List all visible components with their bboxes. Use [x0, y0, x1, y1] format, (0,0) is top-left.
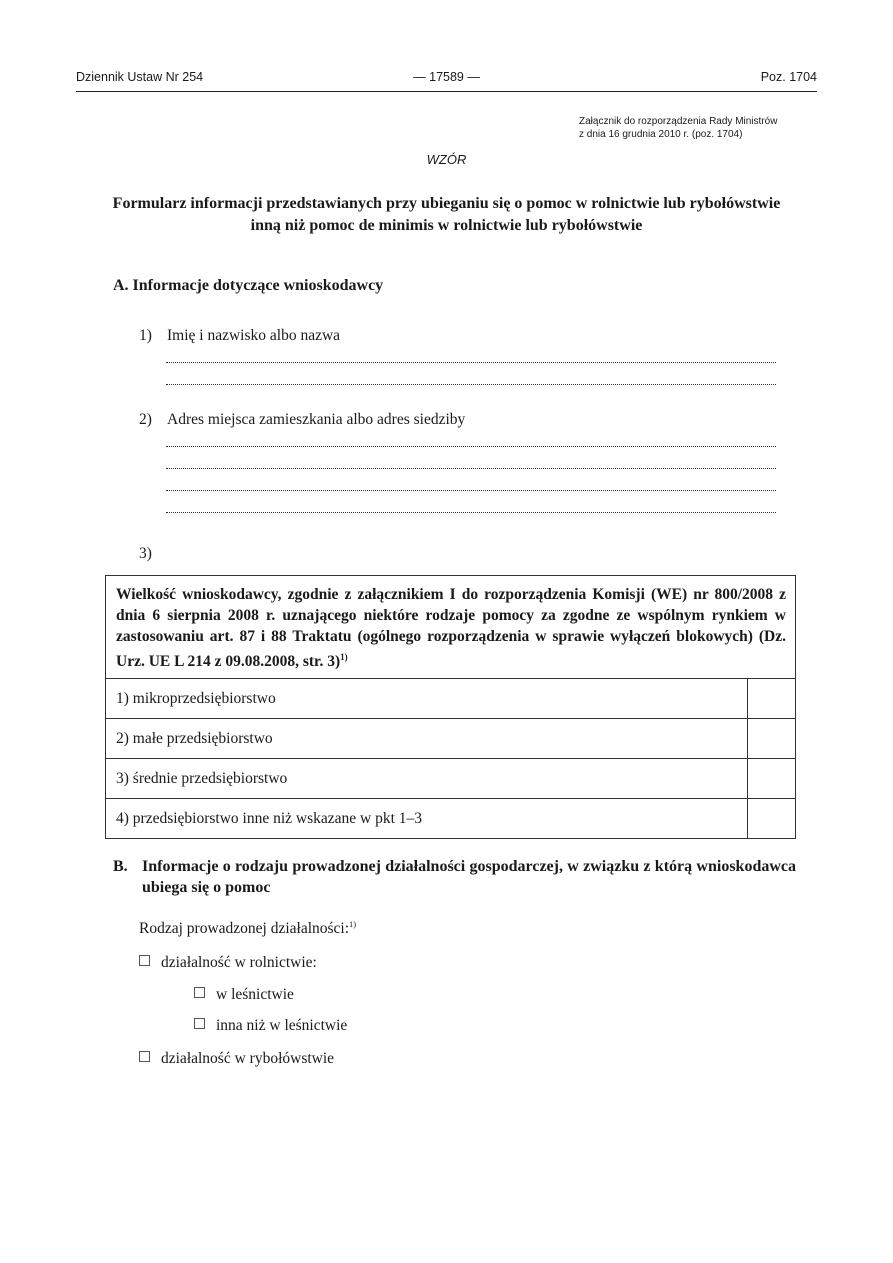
- position-number: Poz. 1704: [760, 70, 817, 84]
- footnote-marker: 1): [340, 652, 348, 662]
- section-a-heading: A. Informacje dotyczące wnioskodawcy: [113, 277, 384, 294]
- option-fishery: [139, 1050, 334, 1068]
- size-row-other: [106, 799, 795, 838]
- form-title: Formularz informacji przedstawianych przy ubieganiu się o pomoc w rolnictwie lub rybołówstwie inną niż pomoc de minimis w rolnictwie lub rybołówstwie: [112, 195, 781, 234]
- item-address: [139, 411, 465, 429]
- name-input-line-1[interactable]: [166, 354, 776, 363]
- page-number: — 17589 —: [413, 70, 480, 84]
- size-checkbox-small[interactable]: [747, 719, 795, 758]
- size-row-label: 1) mikroprzedsiębiorstwo: [116, 690, 276, 708]
- option-forestry: [194, 986, 294, 1004]
- item-number: 2): [139, 411, 152, 428]
- applicant-size-table: [105, 575, 796, 839]
- section-b-heading: [113, 856, 796, 898]
- size-row-medium: [106, 759, 795, 799]
- annex-line-2: z dnia 16 grudnia 2010 r. (poz. 1704): [579, 129, 743, 140]
- activity-type-label: [139, 919, 356, 938]
- checkbox-non-forestry[interactable]: [194, 1018, 205, 1029]
- annex-note: [579, 115, 839, 141]
- checkbox-forestry[interactable]: [194, 987, 205, 998]
- header-divider: [76, 91, 817, 92]
- page-header: [76, 70, 817, 90]
- footnote-marker: 1): [349, 919, 357, 929]
- activity-type-text: Rodzaj prowadzonej działalności:: [139, 920, 350, 938]
- template-label: WZÓR: [426, 152, 467, 167]
- size-checkbox-other[interactable]: [747, 799, 795, 838]
- section-b-title: Informacje o rodzaju prowadzonej działalności gospodarczej, w związku z którą wnioskodawca ubiega się o pomoc: [142, 858, 796, 896]
- size-row-label: 4) przedsiębiorstwo inne niż wskazane w pkt 1–3: [116, 810, 423, 828]
- size-table-header-text: Wielkość wnioskodawcy, zgodnie z załącznikiem I do rozporządzenia Komisji (WE) nr 800/2008 z dnia 6 sierpnia 2008 r. uznającego niektóre rodzaje pomocy za zgodne ze wspólnym rynkiem w zastosowaniu art. 87 i 88 Traktatu (ogólnego rozporządzenia w sprawie wyłączeń blokowych) (Dz. Urz. UE L 214 z 09.08.2008, str. 3): [116, 586, 786, 671]
- option-label: inna niż w leśnictwie: [216, 1017, 348, 1034]
- section-b-label: B.: [113, 858, 128, 875]
- size-row-label: 2) małe przedsiębiorstwo: [116, 730, 273, 748]
- checkbox-fishery[interactable]: [139, 1051, 150, 1062]
- item-size: [139, 545, 167, 563]
- size-row-label: 3) średnie przedsiębiorstwo: [116, 770, 288, 788]
- item-name: [139, 327, 340, 345]
- size-table-header: [106, 576, 795, 679]
- item-label: Adres miejsca zamieszkania albo adres siedziby: [167, 411, 466, 428]
- journal-name: Dziennik Ustaw Nr 254: [76, 70, 204, 84]
- option-non-forestry: [194, 1017, 347, 1035]
- item-label: Imię i nazwisko albo nazwa: [167, 327, 341, 344]
- size-row-micro: [106, 679, 795, 719]
- checkbox-agriculture[interactable]: [139, 955, 150, 966]
- option-label: w leśnictwie: [216, 986, 294, 1003]
- address-input-line-1[interactable]: [166, 438, 776, 447]
- item-number: 1): [139, 327, 152, 344]
- size-checkbox-micro[interactable]: [747, 679, 795, 718]
- option-label: działalność w rolnictwie:: [161, 954, 317, 971]
- item-number: 3): [139, 545, 152, 562]
- address-input-line-3[interactable]: [166, 482, 776, 491]
- address-input-line-4[interactable]: [166, 504, 776, 513]
- size-checkbox-medium[interactable]: [747, 759, 795, 798]
- option-agriculture: [139, 954, 317, 972]
- address-input-line-2[interactable]: [166, 460, 776, 469]
- size-row-small: [106, 719, 795, 759]
- name-input-line-2[interactable]: [166, 376, 776, 385]
- option-label: działalność w rybołówstwie: [161, 1050, 335, 1067]
- annex-line-1: Załącznik do rozporządzenia Rady Ministrów: [579, 116, 778, 127]
